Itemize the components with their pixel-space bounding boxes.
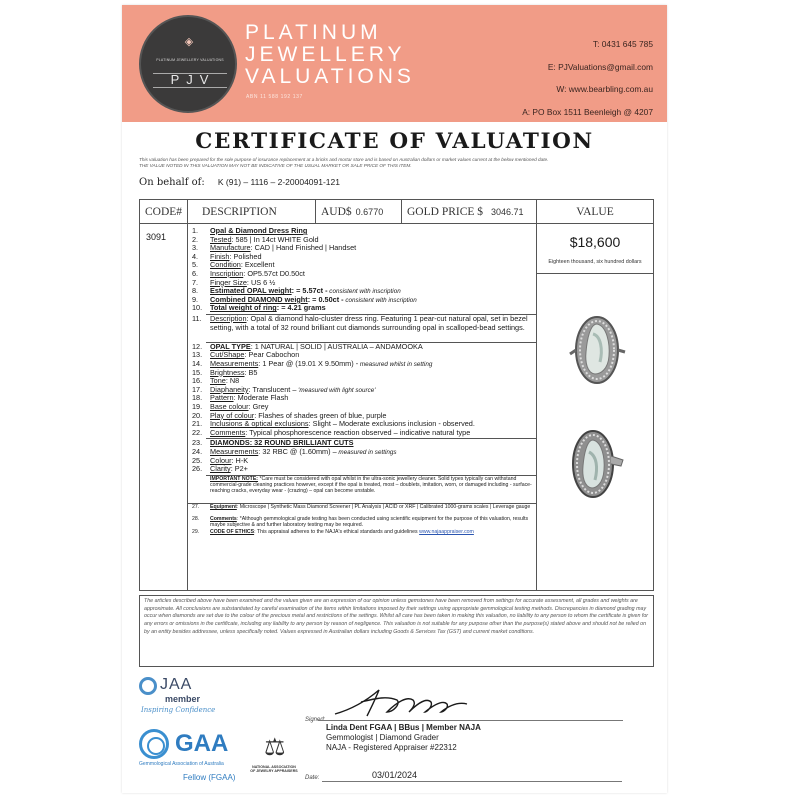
description-row [188,351,537,360]
row-text: : N8 [225,377,240,386]
row-label: Description [210,315,247,323]
row-label: Diaphaneity [210,385,249,394]
row-label: OPAL TYPE [210,342,251,351]
row-text: : = 0.50ct - [307,295,344,304]
row-label: Inclusions & optical exclusions [210,420,309,429]
ring-photo-angle [565,420,627,506]
row-text: : Opal & diamond halo-cluster dress ring. Featuring 1 pear-cut natural opal, set in bezel setting, with a total of 32 round brilliant cut diamonds surrounding opal in scalloped-bead settings. [210,315,528,332]
row-text: : Moderate Flash [233,394,289,403]
row-number: 8. [192,287,199,296]
value-column [537,224,653,590]
row-text: : = 5.57ct - [291,287,328,296]
row-text: : H-K [231,456,249,465]
contact-web: W: www.bearbling.com.au [556,84,653,94]
row-label: Brightness [210,368,245,377]
item-code: 3091 [146,232,167,242]
behalf-reference: K (91) – 1116 – 2-20004091-121 [217,177,340,187]
description-column [188,224,537,590]
row-number: 13. [192,351,203,360]
intro-line-1: This valuation has been prepared for the sole purpose of insurance replacement at a bricks and mortar store and is based on Australian dollars or market values current at the below mentioned date. [139,157,549,162]
row-note: measured in settings [336,449,397,456]
signer-block [326,723,481,753]
ring-photo-front [567,304,627,386]
row-text: : US 6 ½ [246,278,276,287]
row-label: Inscription [210,270,244,278]
row-content [210,429,535,438]
row-number: 26. [192,465,203,474]
description-row [188,516,537,528]
value-amount: $18,600 [569,234,621,250]
row-label: Finish [210,252,230,261]
disclaimer-text: The articles described above have been examined and the values given are an expression of our opinion unless gemstones have been removed from settings for accurate assessment, all grades and weights are approximate. All conclusions are substantiated by careful examination of the items within limitations imposed by their settings using appropriate gemmological testing methods. Discrepancies in diamond grading may occur when diamonds are set due to the colour of the precious metal and restrictions of the settings. Whilst all care has been taken in making this valuation, no liability to any person to whom the certificate is given for any errors or omissions in the certificate, including any liability to any person by reason of negligence. This valuation is not suitable for any purpose other than the purpose(s) stated above and should not be relied on by an entity besides addressee, unless specifically noted. Values expressed in Australian dollars including Goods & Services Tax (GST) and current market conditions. [139,595,654,667]
description-row [188,244,537,253]
description-row [188,236,537,245]
brand-line-2: JEWELLERY [245,43,406,66]
row-text: : 1 NATURAL | SOLID | AUSTRALIA – ANDAMOOKA [250,342,423,351]
header-code: CODE# [140,200,188,224]
ethics-link[interactable]: www.najaappraiser.com [419,528,474,535]
row-content [210,377,535,386]
naja-org: NATIONAL ASSOCIATION OF JEWELRY APPRAISERS [250,765,298,774]
brand-line-1: PLATINUM [245,21,382,44]
row-number: 25. [192,456,203,465]
row-text: : B5 [244,368,258,377]
description-row [188,377,537,386]
row-content [210,244,535,253]
description-row [188,270,537,279]
pjv-logo [139,15,237,113]
row-content [210,296,535,305]
aud-label: AUD$ [321,206,352,218]
logo-text: PJV [170,72,216,87]
jaa-logo [139,676,219,720]
row-number: 24. [192,448,203,456]
description-row [188,429,537,438]
scales-icon: ⚖ [264,734,286,761]
row-content [210,529,535,535]
row-number: 1. [192,227,199,235]
signer-name: Linda Dent FGAA | BBus | Member NAJA [326,723,481,732]
important-content [210,476,535,495]
row-content [210,279,535,288]
brand-name [245,22,415,88]
row-content [210,420,535,429]
logo-tagline: PLATINUM JEWELLERY VALUATIONS [156,58,224,62]
row-label: Tone [210,377,226,386]
description-row [188,457,537,466]
header-value: VALUE [576,206,614,218]
row-text: : Polished [229,252,262,261]
row-label: Comments [210,428,246,437]
aud-value: 0.6770 [355,207,384,217]
header-aud [316,200,402,224]
row-label: Estimated OPAL weight [210,287,292,296]
row-number: 12. [192,342,203,351]
header-gold-price [402,200,537,224]
row-content [210,227,535,236]
row-content [210,236,535,245]
row-number: 6. [192,270,199,278]
gaa-org: Gemmological Association of Australia [139,761,224,767]
signer-title: Gemmologist | Diamond Grader [326,733,439,742]
row-number: 28. [192,516,200,523]
row-content [210,343,535,352]
description-row [188,253,537,262]
row-content [210,448,535,457]
row-note: measured whilst in setting [358,361,433,368]
description-row [188,394,537,403]
row-content [210,412,535,421]
contact-block [473,33,653,123]
description-row [188,360,537,369]
row-content [210,439,535,448]
row-text: : = 4.21 grams [276,304,326,313]
row-text: : Grey [248,403,269,411]
row-text: : Typical phosphorescence reaction observed – indicative natural type [245,428,471,437]
row-text: : 1 Pear @ (19.01 X 9.50mm) - [258,360,359,368]
row-label: Play of colour [210,411,255,420]
row-number: 16. [192,377,203,386]
row-text: : CAD | Hand Finished | Handset [250,244,357,253]
row-label: Pattern [210,394,234,403]
jaa-name: JAA [160,676,193,693]
contact-address: A: PO Box 1511 Beenleigh @ 4207 [522,106,653,117]
row-number: 7. [192,278,199,287]
row-content [210,360,535,369]
contact-phone: T: 0431 645 785 [592,39,653,49]
value-in-words: Eighteen thousand, six hundred dollars [548,259,642,265]
row-number: 5. [192,261,199,270]
row-content [210,369,535,378]
row-number: 14. [192,360,203,368]
row-note: consistent with inscription [343,296,417,304]
diamond-icon: ◈ [184,36,194,48]
row-content [210,457,535,466]
certificate-page [122,5,667,793]
row-content [210,287,535,296]
description-row [188,386,537,395]
description-row [188,227,537,236]
row-text: : This appraisal adheres to the NAJA's ethical standards and guidelines [254,528,420,535]
description-row [188,369,537,378]
row-label: DIAMONDS: 32 ROUND BRILLIANT CUTS [210,439,354,448]
row-number: 9. [192,295,199,304]
signed-label: Signed: [305,717,326,723]
row-label: Opal & Diamond Dress Ring [210,227,308,235]
description-row [188,315,537,341]
row-label: CODE OF ETHICS [210,528,255,535]
row-note: consistent with inscription [327,288,401,296]
description-row [188,279,537,288]
row-label: Base colour [210,403,249,411]
description-row [188,504,537,516]
header-description: DESCRIPTION [188,200,316,224]
row-label: Manufacture [210,244,251,253]
description-row [188,343,537,352]
row-content [210,261,535,270]
row-label: Equipment [210,503,237,510]
naja-logo [250,735,298,787]
row-text: : Translucent – [248,385,297,394]
row-number: 3. [192,244,199,253]
description-row [188,304,537,313]
row-content [210,394,535,403]
code-column [140,224,188,590]
important-label: IMPORTANT NOTE: [210,475,259,482]
description-row [188,412,537,421]
date-line [322,781,622,782]
handwritten-signature [327,682,477,722]
description-row [188,439,537,448]
jaa-tagline: Inspiring Confidence [141,706,216,714]
row-label: Cut/Shape [210,351,245,360]
row-number: 23. [192,439,203,448]
description-row [188,420,537,429]
row-content [210,253,535,262]
row-number: 10. [192,304,203,313]
row-label: Measurements [210,360,259,368]
row-label: Condition [210,261,241,270]
letterhead [122,5,667,122]
row-label: Measurements [210,448,259,456]
signature-line [318,720,623,721]
row-label: Comments [210,516,237,523]
page-title: CERTIFICATE OF VALUATION [195,129,594,154]
contact-email: E: PJValuations@gmail.com [547,61,653,72]
date-label: Date: [305,775,320,781]
row-number: 27. [192,503,200,510]
row-content [210,504,535,510]
row-label: Tested [210,235,232,244]
row-number: 15. [192,368,203,377]
behalf-label: On behalf of: [139,177,205,188]
row-label: Finger Size [210,278,247,287]
value-box [537,224,653,274]
row-number: 20. [192,411,203,420]
row-label: Colour [210,456,232,465]
row-text: : Pear Cabochon [244,351,300,360]
description-row [188,261,537,270]
intro-line-2: THE VALUE NOTED IN THIS VALUATION MAY NOT BE INDICATIVE OF THE USUAL MARKET OR SALE PRICE OF THIS ITEM. [139,163,412,169]
row-label: Combined DIAMOND weight [210,295,308,304]
valuation-table [139,199,654,591]
abn-number: ABN 11 588 192 137 [246,94,303,100]
row-content [210,465,535,474]
description-row [188,529,537,535]
description-row [188,465,537,474]
row-text: : 32 RBC @ (1.60mm) – [258,448,337,456]
row-content [210,386,535,395]
row-content [210,315,535,332]
row-label: Clarity [210,465,231,474]
row-text: : OP5.57ct D0.50ct [243,270,305,278]
row-number: 4. [192,252,199,261]
gaa-logo [139,727,249,789]
brand-line-3: VALUATIONS [245,65,415,88]
row-content [210,270,535,279]
description-row [188,287,537,296]
row-number: 19. [192,403,203,411]
row-content [210,516,535,528]
on-behalf-of [139,177,340,188]
row-text: : Excellent [240,261,275,270]
row-text: : Flashes of shades green of blue, purple [254,411,387,420]
row-number: 18. [192,394,203,403]
gold-value: 3046.71 [491,207,524,217]
valuation-date: 03/01/2024 [372,770,418,780]
description-row [188,296,537,305]
row-number: 17. [192,385,203,394]
intro-text [139,157,667,169]
row-text: : P2+ [230,465,248,474]
row-number: 22. [192,428,203,437]
row-content [210,403,535,412]
description-row [188,448,537,457]
description-row [188,403,537,412]
row-text: : Microscope | Synthetic Mass Diamond Screener | PL Analysis | ACID or XRF | Calibrated 1000-grams scales | Leverage gauge [236,503,531,510]
gold-label: GOLD PRICE $ [407,206,484,218]
row-content [210,304,535,313]
gaa-name: GAA [175,730,229,757]
row-number: 29. [192,528,200,535]
jaa-ring-icon [139,677,157,695]
gaa-fellow: Fellow (FGAA) [183,773,236,782]
table-header [140,200,653,224]
row-label: Total weight of ring [210,304,277,313]
signer-registration: NAJA - Registered Appraiser #22312 [326,743,457,752]
gaa-gem-icon [139,729,169,759]
important-note [188,476,537,501]
row-text: : *Although gemmological grade testing has been conducted using scientific equipment for the purpose of this valuation, results maybe subjective & and further laboratory testing may be required. [210,516,529,529]
row-number: 21. [192,420,203,429]
jaa-member: member [165,694,201,704]
row-text: : 585 | In 14ct WHITE Gold [231,235,319,244]
row-note: 'measured with light source' [296,386,376,394]
row-content [210,351,535,360]
row-text: : Slight – Moderate exclusions inclusion - observed. [308,420,475,429]
row-number: 2. [192,235,199,244]
row-number: 11. [192,315,202,323]
important-text: *Care must be considered with opal whilst in the ultra-sonic jewellery cleaner. Solid types typically can withstand commercial-grade cleaning practices however, except if the opal is treated, most – doublets, imitation, worn, or damaged including - surface-reaching cracks, everyday wear - (crazing) – opal can become unstable. [210,475,532,495]
